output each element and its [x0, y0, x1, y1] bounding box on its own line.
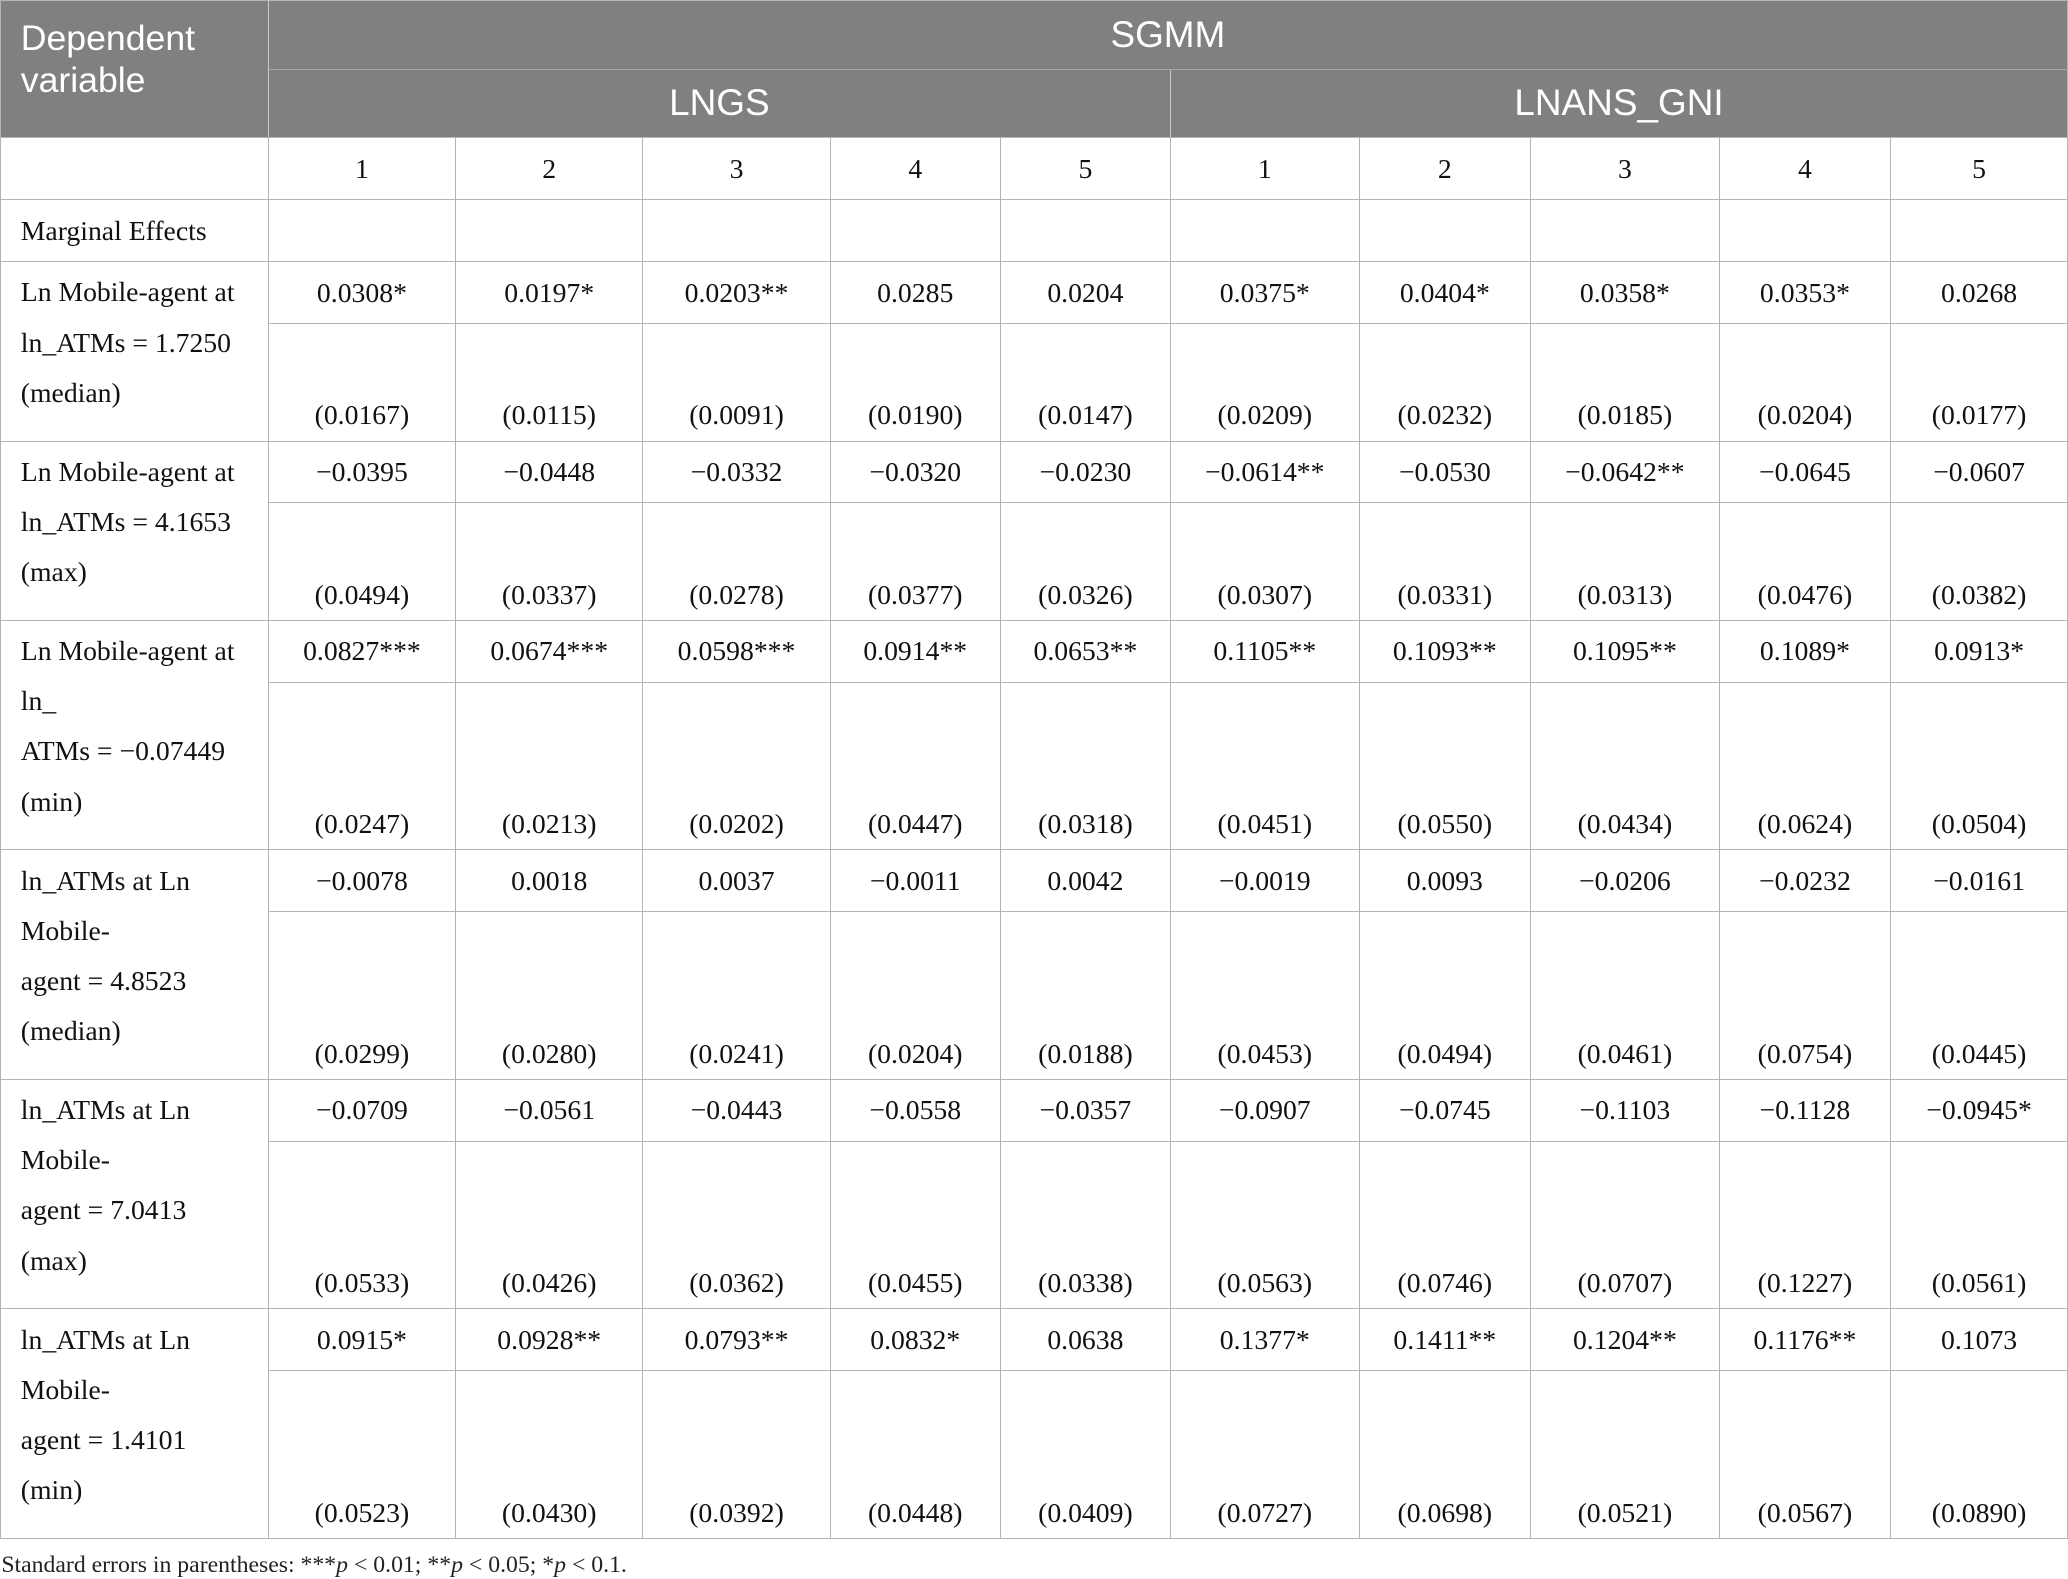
std-error-cell: (0.1227): [1719, 1141, 1890, 1309]
dependent-variable-label: Dependent variable: [20, 17, 196, 101]
std-error-cell: (0.0746): [1359, 1141, 1530, 1309]
coefficient-cell: 0.0037: [643, 850, 830, 912]
coefficient-cell: −0.0448: [456, 441, 643, 503]
table-footnote: [0, 1552, 2068, 1579]
table-row: [1, 262, 2068, 324]
std-error-cell: (0.0213): [456, 682, 643, 850]
coefficient-cell: 0.0203**: [643, 262, 830, 324]
table-row: [1, 682, 2068, 850]
std-error-cell: (0.0445): [1891, 912, 2068, 1080]
std-error-cell: (0.0451): [1170, 682, 1359, 850]
group-label: LNANS_GNI: [1514, 82, 1724, 124]
coefficient-cell: 0.0928**: [456, 1309, 643, 1371]
footnote-threshold: < 0.1.: [566, 1552, 627, 1579]
coefficient-cell: 0.0827***: [268, 620, 455, 682]
row-label-line: (median): [20, 1015, 121, 1047]
std-error-cell: (0.0707): [1531, 1141, 1720, 1309]
coefficient-cell: −0.0206: [1531, 850, 1720, 912]
footnote-p-symbol: p: [554, 1552, 567, 1579]
coefficient-cell: 0.1089*: [1719, 620, 1890, 682]
row-label: [1, 1079, 269, 1309]
column-number: 5: [1891, 138, 2068, 200]
coefficient-cell: 0.1073: [1891, 1309, 2068, 1371]
column-number: 1: [268, 138, 455, 200]
section-row: [1, 200, 2068, 262]
column-number: 5: [1000, 138, 1170, 200]
empty-cell: [1891, 200, 2068, 262]
std-error-cell: (0.0698): [1359, 1371, 1530, 1539]
column-number: 4: [1719, 138, 1890, 200]
column-number-row: [1, 138, 2068, 200]
std-error-cell: (0.0434): [1531, 682, 1720, 850]
coefficient-cell: 0.0308*: [268, 262, 455, 324]
coefficient-cell: 0.0598***: [643, 620, 830, 682]
column-number: 2: [456, 138, 643, 200]
empty-cell: [830, 200, 1000, 262]
column-number: 3: [1531, 138, 1720, 200]
std-error-cell: (0.0624): [1719, 682, 1890, 850]
std-error-cell: (0.0307): [1170, 503, 1359, 620]
std-error-cell: (0.0563): [1170, 1141, 1359, 1309]
coefficient-cell: −0.0019: [1170, 850, 1359, 912]
row-label-line: (min): [20, 785, 83, 817]
coefficient-cell: −0.0561: [456, 1079, 643, 1141]
coefficient-cell: 0.1095**: [1531, 620, 1720, 682]
std-error-cell: (0.0313): [1531, 503, 1720, 620]
coefficient-cell: −0.0945*: [1891, 1079, 2068, 1141]
coefficient-cell: 0.1411**: [1359, 1309, 1530, 1371]
row-label-line: Ln Mobile-agent at: [20, 455, 235, 487]
row-label-line: (max): [20, 556, 87, 588]
coefficient-cell: −0.0443: [643, 1079, 830, 1141]
std-error-cell: (0.0426): [456, 1141, 643, 1309]
coefficient-cell: 0.0285: [830, 262, 1000, 324]
footnote-p-symbol: p: [451, 1552, 463, 1579]
table-body: [1, 138, 2068, 1539]
row-label-line: ln_ATMs = 4.1653: [20, 505, 231, 537]
method-header: [268, 1, 2067, 70]
coefficient-cell: −0.0161: [1891, 850, 2068, 912]
footnote-threshold: < 0.05; *: [462, 1552, 555, 1579]
std-error-cell: (0.0382): [1891, 503, 2068, 620]
std-error-cell: (0.0476): [1719, 503, 1890, 620]
coefficient-cell: 0.0042: [1000, 850, 1170, 912]
coefficient-cell: −0.0614**: [1170, 441, 1359, 503]
std-error-cell: (0.0377): [830, 503, 1000, 620]
group-header-lnans-gni: [1170, 69, 2067, 138]
std-error-cell: (0.0550): [1359, 682, 1530, 850]
coefficient-cell: 0.0404*: [1359, 262, 1530, 324]
std-error-cell: (0.0326): [1000, 503, 1170, 620]
table-row: [1, 324, 2068, 441]
coefficient-cell: 0.0197*: [456, 262, 643, 324]
coefficient-cell: 0.0018: [456, 850, 643, 912]
column-number: 2: [1359, 138, 1530, 200]
column-number: 4: [830, 138, 1000, 200]
coefficient-cell: −0.0530: [1359, 441, 1530, 503]
coefficient-cell: 0.0638: [1000, 1309, 1170, 1371]
row-label: [1, 620, 269, 850]
std-error-cell: (0.0362): [643, 1141, 830, 1309]
coefficient-cell: −0.0078: [268, 850, 455, 912]
std-error-cell: (0.0241): [643, 912, 830, 1080]
coefficient-cell: 0.0204: [1000, 262, 1170, 324]
empty-cell: [1719, 200, 1890, 262]
footnote-p-symbol: p: [336, 1552, 349, 1579]
std-error-cell: (0.0299): [268, 912, 455, 1080]
std-error-cell: (0.0448): [830, 1371, 1000, 1539]
row-label: [1, 441, 269, 620]
std-error-cell: (0.0890): [1891, 1371, 2068, 1539]
coefficient-cell: 0.0913*: [1891, 620, 2068, 682]
std-error-cell: (0.0337): [456, 503, 643, 620]
row-label-line: agent = 7.0413: [20, 1194, 187, 1226]
std-error-cell: (0.0409): [1000, 1371, 1170, 1539]
coefficient-cell: 0.1105**: [1170, 620, 1359, 682]
coefficient-cell: −0.0745: [1359, 1079, 1530, 1141]
table-row: [1, 441, 2068, 503]
table-row: [1, 1141, 2068, 1309]
coefficient-cell: 0.0915*: [268, 1309, 455, 1371]
std-error-cell: (0.0188): [1000, 912, 1170, 1080]
row-label-line: ln_: [20, 685, 57, 717]
std-error-cell: (0.0430): [456, 1371, 643, 1539]
table-row: [1, 850, 2068, 912]
table-row: [1, 503, 2068, 620]
section-label: Marginal Effects: [1, 200, 269, 262]
row-label-line: agent = 1.4101: [20, 1423, 187, 1455]
row-label-line: ATMs = −0.07449: [20, 735, 226, 767]
std-error-cell: (0.0185): [1531, 324, 1720, 441]
coefficient-cell: 0.1093**: [1359, 620, 1530, 682]
std-error-cell: (0.0447): [830, 682, 1000, 850]
table-row: [1, 1079, 2068, 1141]
std-error-cell: (0.0318): [1000, 682, 1170, 850]
coefficient-cell: 0.1204**: [1531, 1309, 1720, 1371]
footnote-threshold: < 0.01; **: [348, 1552, 452, 1579]
group-label: LNGS: [669, 82, 770, 124]
empty-cell: [456, 200, 643, 262]
empty-cell: [1170, 200, 1359, 262]
row-label: [1, 262, 269, 441]
std-error-cell: (0.0533): [268, 1141, 455, 1309]
row-label-line: Mobile-: [20, 914, 110, 946]
coefficient-cell: 0.0093: [1359, 850, 1530, 912]
row-label-line: agent = 4.8523: [20, 964, 187, 996]
coefficient-cell: −0.0011: [830, 850, 1000, 912]
std-error-cell: (0.0115): [456, 324, 643, 441]
row-label-line: (median): [20, 376, 121, 408]
empty-cell: [1531, 200, 1720, 262]
group-header-lngs: [268, 69, 1170, 138]
coefficient-cell: 0.0653**: [1000, 620, 1170, 682]
coefficient-cell: −0.1103: [1531, 1079, 1720, 1141]
row-label-line: ln_ATMs at Ln: [20, 864, 190, 896]
row-label: [1, 850, 269, 1080]
coefficient-cell: −0.0709: [268, 1079, 455, 1141]
std-error-cell: (0.0247): [268, 682, 455, 850]
empty-corner-cell: [1, 138, 269, 200]
std-error-cell: (0.0204): [1719, 324, 1890, 441]
row-label-line: Mobile-: [20, 1144, 110, 1176]
std-error-cell: (0.0147): [1000, 324, 1170, 441]
coefficient-cell: −0.0357: [1000, 1079, 1170, 1141]
coefficient-cell: 0.1176**: [1719, 1309, 1890, 1371]
empty-cell: [1359, 200, 1530, 262]
footnote-prefix: Standard errors in parentheses: ***: [1, 1552, 337, 1579]
std-error-cell: (0.0280): [456, 912, 643, 1080]
std-error-cell: (0.0338): [1000, 1141, 1170, 1309]
row-label-line: Ln Mobile-agent at: [20, 276, 235, 308]
coefficient-cell: −0.0645: [1719, 441, 1890, 503]
coefficient-cell: −0.0558: [830, 1079, 1000, 1141]
std-error-cell: (0.0754): [1719, 912, 1890, 1080]
coefficient-cell: −0.0320: [830, 441, 1000, 503]
std-error-cell: (0.0523): [268, 1371, 455, 1539]
std-error-cell: (0.0232): [1359, 324, 1530, 441]
table-row: [1, 620, 2068, 682]
std-error-cell: (0.0202): [643, 682, 830, 850]
coefficient-cell: −0.0230: [1000, 441, 1170, 503]
std-error-cell: (0.0504): [1891, 682, 2068, 850]
row-label-line: Ln Mobile-agent at: [20, 635, 235, 667]
row-label-line: ln_ATMs at Ln: [20, 1094, 190, 1126]
table-row: [1, 1371, 2068, 1539]
coefficient-cell: 0.0353*: [1719, 262, 1890, 324]
coefficient-cell: −0.0907: [1170, 1079, 1359, 1141]
column-number: 3: [643, 138, 830, 200]
std-error-cell: (0.0494): [1359, 912, 1530, 1080]
std-error-cell: (0.0494): [268, 503, 455, 620]
std-error-cell: (0.0727): [1170, 1371, 1359, 1539]
row-label-line: (min): [20, 1474, 83, 1506]
coefficient-cell: −0.0642**: [1531, 441, 1720, 503]
row-label-line: ln_ATMs at Ln: [20, 1323, 190, 1355]
std-error-cell: (0.0455): [830, 1141, 1000, 1309]
coefficient-cell: −0.1128: [1719, 1079, 1890, 1141]
coefficient-cell: 0.1377*: [1170, 1309, 1359, 1371]
table-row: [1, 1309, 2068, 1371]
std-error-cell: (0.0204): [830, 912, 1000, 1080]
row-label-line: Mobile-: [20, 1373, 110, 1405]
std-error-cell: (0.0167): [268, 324, 455, 441]
std-error-cell: (0.0453): [1170, 912, 1359, 1080]
std-error-cell: (0.0331): [1359, 503, 1530, 620]
coefficient-cell: −0.0607: [1891, 441, 2068, 503]
empty-cell: [1000, 200, 1170, 262]
std-error-cell: (0.0521): [1531, 1371, 1720, 1539]
std-error-cell: (0.0561): [1891, 1141, 2068, 1309]
row-label-line: (max): [20, 1244, 87, 1276]
row-label: [1, 1309, 269, 1539]
coefficient-cell: 0.0832*: [830, 1309, 1000, 1371]
std-error-cell: (0.0461): [1531, 912, 1720, 1080]
column-number: 1: [1170, 138, 1359, 200]
coefficient-cell: −0.0332: [643, 441, 830, 503]
std-error-cell: (0.0190): [830, 324, 1000, 441]
coefficient-cell: 0.0674***: [456, 620, 643, 682]
std-error-cell: (0.0278): [643, 503, 830, 620]
coefficient-cell: 0.0375*: [1170, 262, 1359, 324]
table-row: [1, 912, 2068, 1080]
std-error-cell: (0.0392): [643, 1371, 830, 1539]
std-error-cell: (0.0177): [1891, 324, 2068, 441]
coefficient-cell: 0.0268: [1891, 262, 2068, 324]
dependent-variable-header: [1, 1, 269, 138]
coefficient-cell: −0.0232: [1719, 850, 1890, 912]
empty-cell: [268, 200, 455, 262]
coefficient-cell: 0.0358*: [1531, 262, 1720, 324]
std-error-cell: (0.0209): [1170, 324, 1359, 441]
empty-cell: [643, 200, 830, 262]
coefficient-cell: 0.0914**: [830, 620, 1000, 682]
std-error-cell: (0.0091): [643, 324, 830, 441]
std-error-cell: (0.0567): [1719, 1371, 1890, 1539]
coefficient-cell: −0.0395: [268, 441, 455, 503]
row-label-line: ln_ATMs = 1.7250: [20, 326, 231, 358]
method-label: SGMM: [1110, 13, 1226, 55]
coefficient-cell: 0.0793**: [643, 1309, 830, 1371]
